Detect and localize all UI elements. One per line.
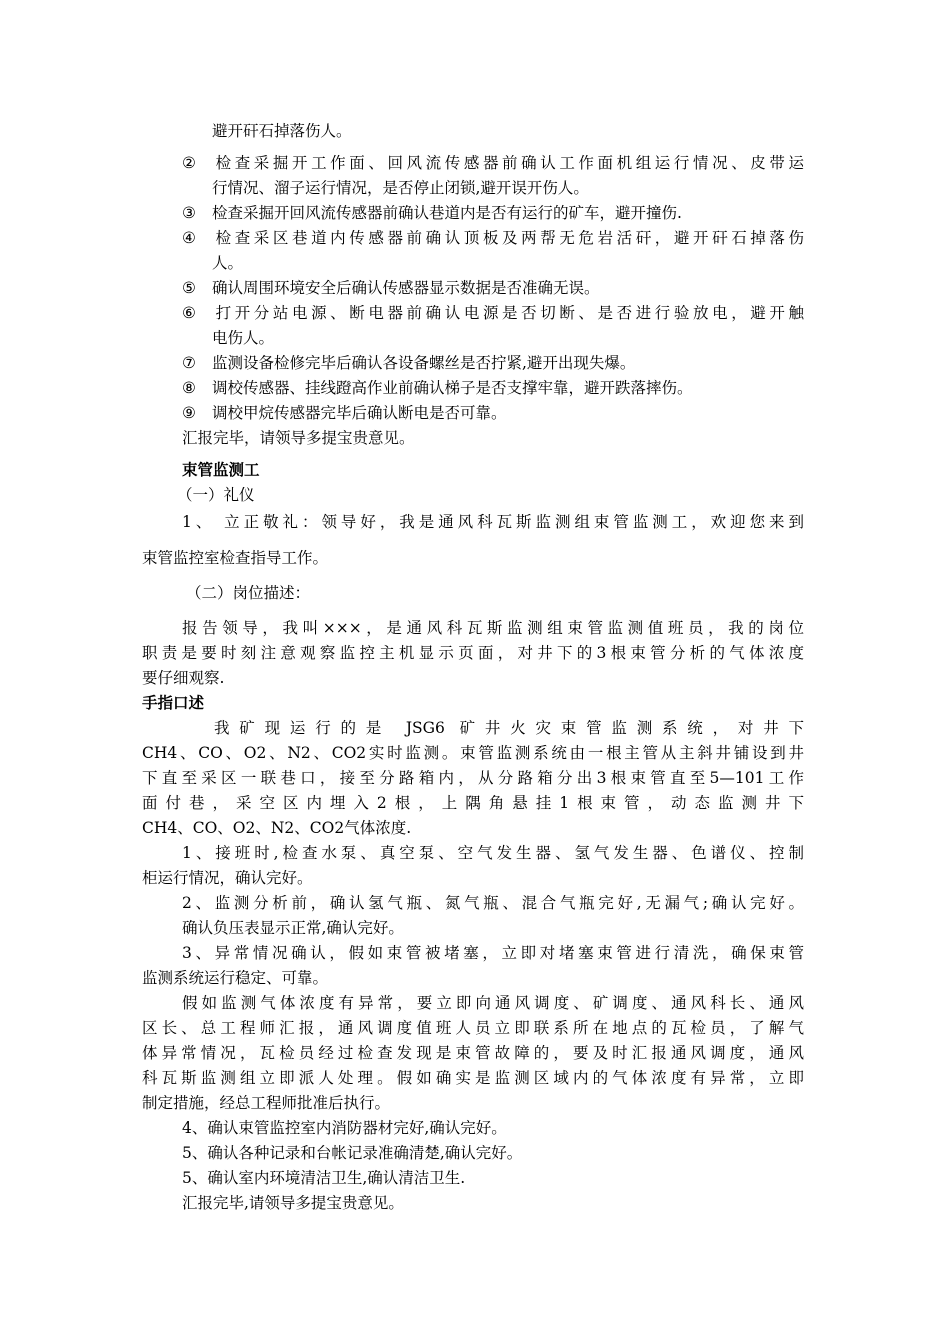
list-item: ④ 检查采区巷道内传感器前确认顶板及两帮无危岩活矸，避开矸石掉落伤 (182, 229, 804, 247)
section-title: 手指口述 (142, 694, 205, 712)
list-item-cont: 行情况、溜子运行情况，是否停止闭锁,避开误开伤人。 (212, 179, 589, 197)
system-intro: 下直至采区一联巷口，接至分路箱内，从分路箱分出3根束管直至5—101工作 (142, 769, 804, 787)
list-item: ⑦ 监测设备检修完毕后确认各设备螺丝是否拧紧,避开出现失爆。 (182, 354, 636, 372)
procedure-step: 制定措施，经总工程师批准后执行。 (142, 1094, 391, 1112)
procedure-step: 柜运行情况，确认完好。 (142, 869, 313, 887)
list-item: ⑤ 确认周围环境安全后确认传感器显示数据是否准确无误。 (182, 279, 600, 297)
procedure-step: 4、确认束管监控室内消防器材完好,确认完好。 (182, 1119, 507, 1137)
procedure-step: 3、异常情况确认，假如束管被堵塞，立即对堵塞束管进行清洗，确保束管 (182, 944, 804, 962)
procedure-step: 假如监测气体浓度有异常，要立即向通风调度、矿调度、通风科长、通风 (182, 994, 804, 1012)
procedure-step: 1、接班时,检查水泵、真空泵、空气发生器、氢气发生器、色谱仪、控制 (182, 844, 804, 862)
etiquette-text-cont: 束管监控室检查指导工作。 (142, 549, 329, 567)
procedure-step: 体异常情况，瓦检员经过检查发现是束管故障的，要及时汇报通风调度，通风 (142, 1044, 804, 1062)
list-item-cont: 电伤人。 (212, 329, 275, 347)
list-item: ⑨ 调校甲烷传感器完毕后确认断电是否可靠。 (182, 404, 507, 422)
post-description: 职责是要时刻注意观察监控主机显示页面，对井下的3根束管分析的气体浓度 (142, 644, 804, 662)
procedure-step: 确认负压表显示正常,确认完好。 (182, 919, 404, 937)
post-description: 要仔细观察. (142, 669, 225, 687)
subsection-heading: （一）礼仪 (177, 486, 255, 504)
report-closing: 汇报完毕,请领导多提宝贵意见。 (182, 1194, 404, 1212)
post-description: 报告领导，我叫×××，是通风科瓦斯监测组束管监测值班员，我的岗位 (182, 619, 804, 637)
system-intro: 面付巷，采空区内埋入2根，上隅角悬挂1根束管，动态监测井下 (142, 794, 804, 812)
list-item: ⑧ 调校传感器、挂线蹬高作业前确认梯子是否支撑牢靠，避开跌落摔伤。 (182, 379, 693, 397)
section-title: 束管监测工 (182, 461, 260, 479)
procedure-step: 5、确认各种记录和台帐记录准确清楚,确认完好。 (182, 1144, 523, 1162)
list-item: ② 检查采掘开工作面、回风流传感器前确认工作面机组运行情况、皮带运 (182, 154, 804, 172)
system-intro: CH4、CO、O2、N2、CO2气体浓度. (142, 819, 412, 837)
procedure-step: 监测系统运行稳定、可靠。 (142, 969, 329, 987)
system-intro: 我矿现运行的是 JSG6 矿井火灾束管监测系统，对井下 (214, 719, 804, 737)
procedure-step: 科瓦斯监测组立即派人处理。假如确实是监测区域内的气体浓度有异常，立即 (142, 1069, 804, 1087)
report-closing: 汇报完毕，请领导多提宝贵意见。 (182, 429, 415, 447)
system-intro: CH4、CO、O2、N2、CO2实时监测。束管监测系统由一根主管从主斜井铺设到井 (142, 744, 804, 762)
list-continuation: 避开矸石掉落伤人。 (212, 122, 352, 140)
subsection-heading: （二）岗位描述： (186, 584, 311, 602)
procedure-step: 5、确认室内环境清洁卫生,确认清洁卫生. (182, 1169, 466, 1187)
list-item: ③ 检查采掘开回风流传感器前确认巷道内是否有运行的矿车，避开撞伤. (182, 204, 682, 222)
procedure-step: 区长、总工程师汇报，通风调度值班人员立即联系所在地点的瓦检员，了解气 (142, 1019, 804, 1037)
etiquette-text: 1、 立正敬礼：领导好，我是通风科瓦斯监测组束管监测工，欢迎您来到 (182, 513, 804, 531)
list-item: ⑥ 打开分站电源、断电器前确认电源是否切断、是否进行验放电，避开触 (182, 304, 804, 322)
procedure-step: 2、监测分析前，确认氢气瓶、氮气瓶、混合气瓶完好,无漏气;确认完好。 (182, 894, 804, 912)
list-item-cont: 人。 (212, 254, 244, 272)
